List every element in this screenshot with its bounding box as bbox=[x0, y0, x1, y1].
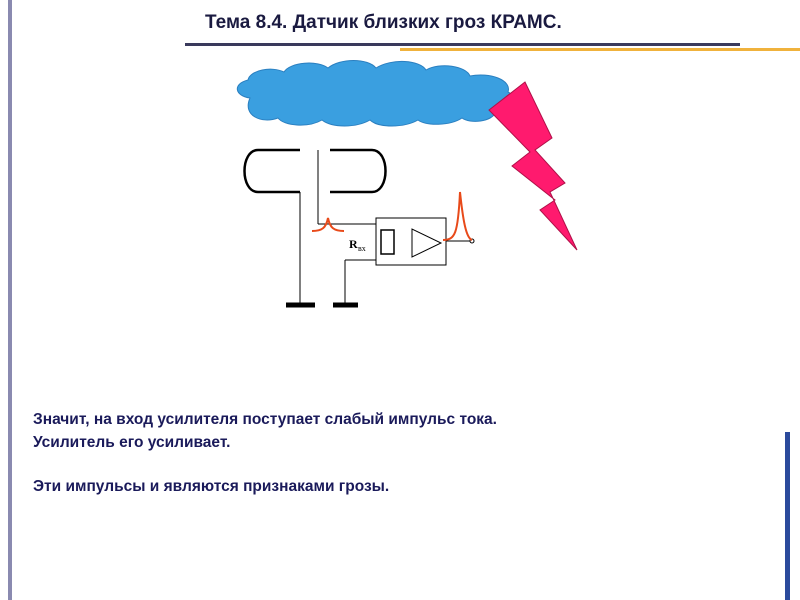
resistor-label: R bbox=[349, 237, 358, 251]
lightning-bolt bbox=[489, 82, 577, 250]
explanation-text bbox=[33, 408, 733, 454]
antenna-plates bbox=[245, 150, 386, 192]
resistor-subscript: вх bbox=[358, 244, 366, 253]
input-resistor bbox=[381, 230, 394, 254]
slide-title: Тема 8.4. Датчик близких гроз КРАМС. bbox=[205, 12, 562, 33]
conclusion-text: Эти импульсы и являются признаками грозы. bbox=[33, 478, 390, 495]
explanation-line-2: Усилитель его усиливает. bbox=[33, 434, 231, 451]
explanation-line-1: Значит, на вход усилителя поступает слабый импульс тока. bbox=[33, 411, 497, 428]
cloud bbox=[237, 61, 513, 127]
output-pulse bbox=[443, 192, 472, 240]
